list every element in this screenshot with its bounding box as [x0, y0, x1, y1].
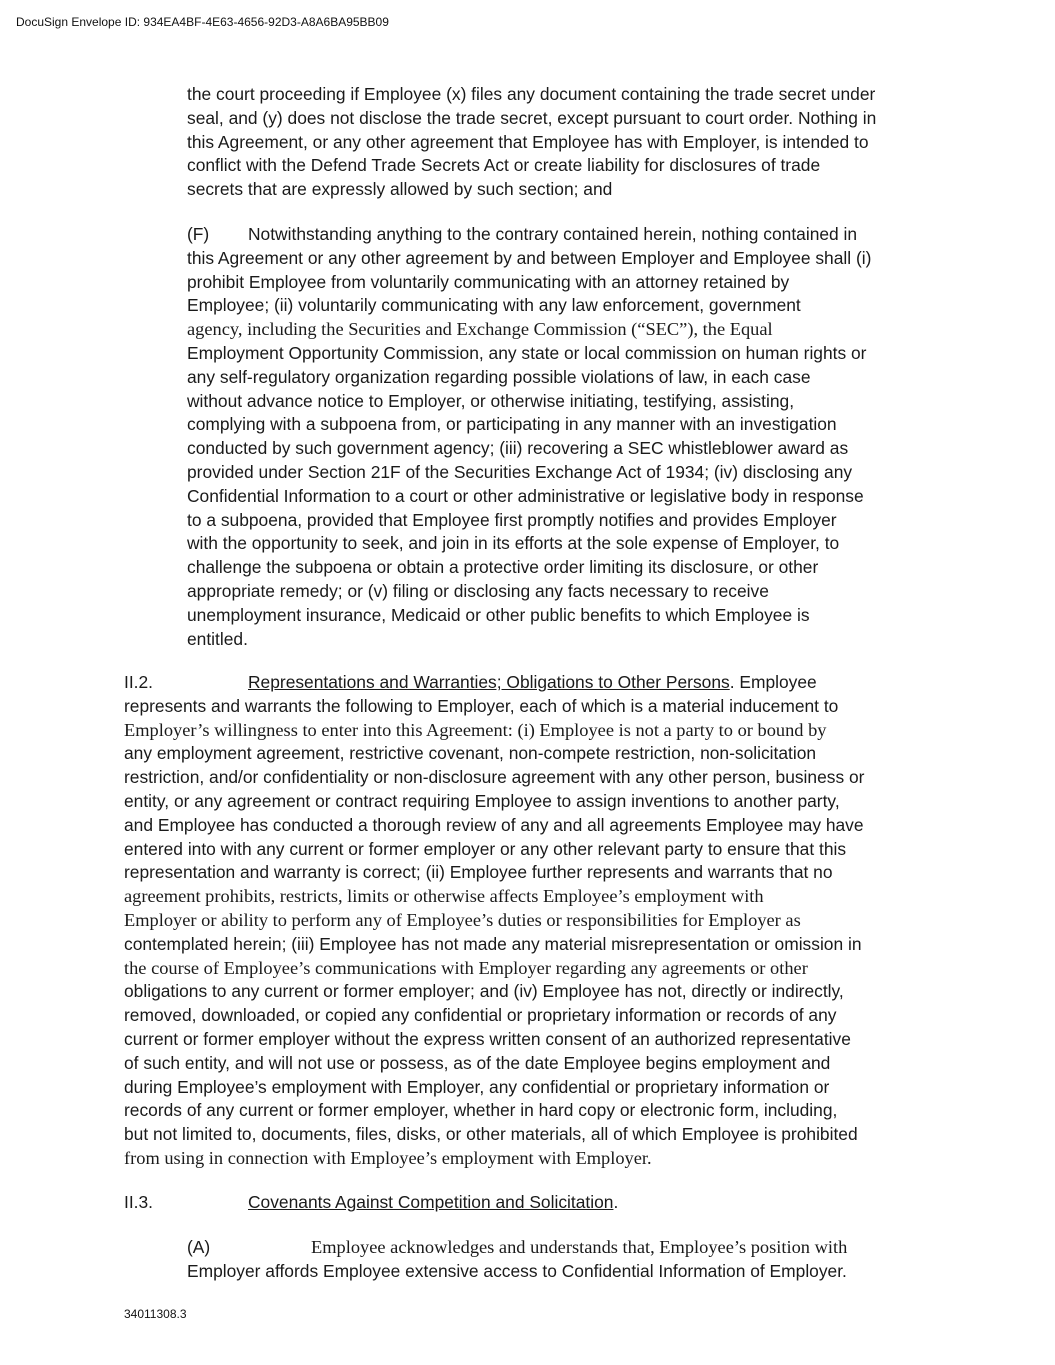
section-ii2-heading-line — [124, 671, 864, 695]
text-line: removed, downloaded, or copied any confidential or proprietary information or records of any — [124, 1005, 837, 1026]
text-line: Employee; (ii) voluntarily communicating with any law enforcement, government — [187, 295, 801, 316]
text-line: this Agreement or any other agreement by and between Employer and Employee shall (i) — [187, 247, 872, 268]
text-line: Employer’s willingness to enter into this Agreement: (i) Employee is not a party to or bound by — [124, 719, 827, 740]
section-a-first-line — [187, 1236, 847, 1260]
text-line: represents and warrants the following to Employer, each of which is a material inducement to — [124, 695, 839, 716]
text-line: the court proceeding if Employee (x) files any document containing the trade secret under — [187, 84, 876, 104]
text-line: this Agreement, or any other agreement that Employee has with Employer, is intended to — [187, 131, 869, 152]
text-line: Employee acknowledges and understands that, Employee’s position with — [311, 1237, 848, 1257]
text-line: Employer affords Employee extensive access to Confidential Information of Employer. — [187, 1260, 847, 1281]
text-line: Employer or ability to perform any of Employee’s duties or responsibilities for Employer as — [124, 909, 801, 930]
section-ii3-heading-line — [124, 1191, 618, 1215]
text-line: of such entity, and will not use or possess, as of the date Employee begins employment and — [124, 1052, 831, 1073]
section-f-label: (F) — [187, 224, 210, 244]
text-line: current or former employer without the express written consent of an authorized representative — [124, 1028, 851, 1049]
text-line: with the opportunity to seek, and join in its efforts at the sole expense of Employer, to — [187, 533, 840, 554]
text-line: Confidential Information to a court or other administrative or legislative body in response — [187, 485, 864, 506]
text-line: Employment Opportunity Commission, any state or local commission on human rights or — [187, 342, 867, 363]
text-line: complying with a subpoena from, or participating in any manner with an investigation — [187, 414, 837, 435]
footer-document-id: 34011308.3 — [124, 1307, 187, 1321]
section-ii2-heading: Representations and Warranties; Obligations to Other Persons — [248, 672, 730, 692]
text-line: records of any current or former employer, whether in hard copy or electronic form, including, — [124, 1100, 838, 1121]
text-line: representation and warranty is correct; (ii) Employee further represents and warrants that no — [124, 862, 833, 883]
text-line: prohibit Employee from voluntarily communicating with an attorney retained by — [187, 271, 790, 292]
text-line: and Employee has conducted a thorough review of any and all agreements Employee may have — [124, 814, 864, 835]
text-line: Notwithstanding anything to the contrary contained herein, nothing contained in — [248, 224, 858, 244]
section-ii2-number: II.2. — [124, 672, 153, 692]
text-line: to a subpoena, provided that Employee first promptly notifies and provides Employer — [187, 509, 837, 530]
text-line: any self-regulatory organization regarding possible violations of law, in each case — [187, 366, 811, 387]
section-ii3-heading-tail: . — [613, 1192, 619, 1212]
text-line: unemployment insurance, Medicaid or other public benefits to which Employee is — [187, 604, 810, 625]
text-line: entered into with any current or former employer or any other relevant party to ensure that this — [124, 838, 847, 859]
section-ii3-number: II.3. — [124, 1192, 153, 1212]
text-line: but not limited to, documents, files, disks, or other materials, all of which Employee is prohibited — [124, 1124, 858, 1145]
text-line: conflict with the Defend Trade Secrets Act or create liability for disclosures of trade — [187, 155, 821, 176]
text-line: appropriate remedy; or (v) filing or disclosing any facts necessary to receive — [187, 580, 769, 601]
section-f-paragraph — [187, 223, 871, 651]
text-line: from using in connection with Employee’s employment with Employer. — [124, 1147, 652, 1168]
text-line: agreement prohibits, restricts, limits or otherwise affects Employee’s employment with — [124, 886, 764, 907]
intro-paragraph — [187, 83, 876, 202]
text-line: restriction, and/or confidentiality or non-disclosure agreement with any other person, business or — [124, 767, 865, 788]
section-ii3-heading: Covenants Against Competition and Solicitation — [248, 1192, 614, 1212]
text-line: entitled. — [187, 628, 248, 649]
section-f-first-line — [187, 223, 871, 247]
envelope-id: DocuSign Envelope ID: 934EA4BF-4E63-4656-92D3-A8A6BA95BB09 — [16, 15, 389, 29]
section-a-paragraph — [187, 1236, 847, 1284]
text-line: during Employee’s employment with Employer, any confidential or proprietary information or — [124, 1076, 830, 1097]
text-line: the course of Employee’s communications with Employer regarding any agreements or other — [124, 957, 808, 978]
section-a-label: (A) — [187, 1237, 211, 1257]
text-line: without advance notice to Employer, or otherwise initiating, testifying, assisting, — [187, 390, 795, 411]
text-line: provided under Section 21F of the Securities Exchange Act of 1934; (iv) disclosing any — [187, 461, 853, 482]
text-line: challenge the subpoena or obtain a protective order limiting its disclosure, or other — [187, 557, 819, 578]
text-line: secrets that are expressly allowed by such section; and — [187, 179, 613, 200]
text-line: entity, or any agreement or contract requiring Employee to assign inventions to another party, — [124, 790, 840, 811]
section-ii2-heading-tail: . Employee — [729, 672, 817, 692]
section-ii2-paragraph — [124, 671, 864, 1171]
text-line: contemplated herein; (iii) Employee has not made any material misrepresentation or omission in — [124, 933, 862, 954]
text-line: any employment agreement, restrictive covenant, non-compete restriction, non-solicitation — [124, 743, 817, 764]
text-line: obligations to any current or former employer; and (iv) Employee has not, directly or indirectly, — [124, 981, 844, 1002]
text-line: agency, including the Securities and Exchange Commission (“SEC”), the Equal — [187, 319, 773, 340]
text-line: conducted by such government agency; (iii) recovering a SEC whistleblower award as — [187, 438, 849, 459]
text-line: seal, and (y) does not disclose the trade secret, except pursuant to court order. Nothing in — [187, 107, 877, 128]
